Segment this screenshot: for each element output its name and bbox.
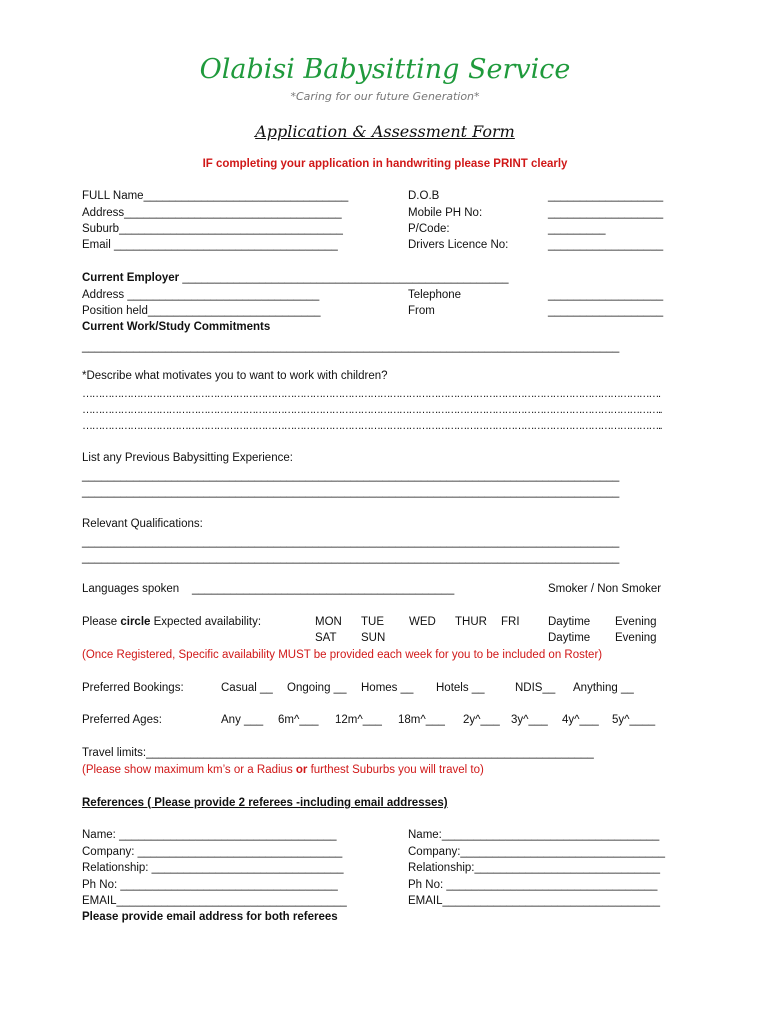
ages-label: Preferred Ages: bbox=[82, 714, 162, 726]
booking-casual[interactable]: Casual __ bbox=[221, 682, 273, 694]
licence-label: Drivers Licence No: bbox=[408, 239, 509, 251]
motivation-line[interactable]: ……………………………………………………………………………………………………………………………………………………………….. bbox=[82, 420, 662, 432]
ref1-phone-field[interactable]: Ph No: __________________________________ bbox=[82, 879, 338, 891]
ref2-name-field[interactable]: Name:__________________________________ bbox=[408, 829, 660, 841]
travel-note bbox=[82, 763, 484, 777]
employer-label: Current Employer bbox=[82, 272, 180, 284]
motivation-question: *Describe what motivates you to want to work with children? bbox=[82, 370, 388, 382]
commitments-label: Current Work/Study Commitments bbox=[82, 321, 271, 333]
ref2-phone-field[interactable]: Ph No: _________________________________ bbox=[408, 879, 658, 891]
bookings-label: Preferred Bookings: bbox=[82, 682, 184, 694]
service-title: Olabisi Babysitting Service bbox=[199, 54, 571, 85]
suburb-field[interactable]: Suburb___________________________________ bbox=[82, 223, 343, 235]
languages-field[interactable]: _________________________________________ bbox=[192, 583, 455, 595]
ref1-company-field[interactable]: Company: ________________________________ bbox=[82, 846, 343, 858]
booking-ndis[interactable]: NDIS__ bbox=[515, 682, 556, 694]
weekday-daytime[interactable]: Daytime bbox=[548, 616, 591, 628]
day-sun[interactable]: SUN bbox=[361, 632, 386, 644]
ref1-email-field[interactable]: EMAIL____________________________________ bbox=[82, 895, 347, 907]
availability-label bbox=[82, 615, 261, 629]
ref1-name-field[interactable]: Name: __________________________________ bbox=[82, 829, 337, 841]
mobile-label: Mobile PH No: bbox=[408, 207, 483, 219]
email-field[interactable]: Email ___________________________________ bbox=[82, 239, 338, 251]
ref2-email-field[interactable]: EMAIL__________________________________ bbox=[408, 895, 660, 907]
availability-suffix: Expected availability: bbox=[150, 616, 262, 628]
age-5y[interactable]: 5y^____ bbox=[612, 714, 656, 726]
commitments-field[interactable]: ____________________________________________________________________________________ bbox=[82, 341, 620, 353]
full-name-field[interactable]: FULL Name________________________________ bbox=[82, 190, 349, 202]
availability-circle-word: circle bbox=[120, 616, 151, 628]
experience-label: List any Previous Babysitting Experience: bbox=[82, 452, 293, 464]
employer-line[interactable]: ___________________________________________________ bbox=[182, 272, 509, 284]
dob-label: D.O.B bbox=[408, 190, 440, 202]
telephone-field[interactable]: __________________ bbox=[548, 289, 664, 301]
references-footer: Please provide email address for both referees bbox=[82, 911, 338, 923]
travel-note-or: or bbox=[295, 764, 308, 776]
employer-address-field[interactable]: Address ______________________________ bbox=[82, 289, 320, 301]
from-label: From bbox=[408, 305, 435, 317]
licence-field[interactable]: __________________ bbox=[548, 239, 664, 251]
day-fri[interactable]: FRI bbox=[501, 616, 520, 628]
qualifications-line[interactable]: ____________________________________________________________________________________ bbox=[82, 536, 620, 548]
print-instruction: IF completing your application in handwriting please PRINT clearly bbox=[202, 158, 568, 170]
mobile-field[interactable]: __________________ bbox=[548, 207, 664, 219]
address-field[interactable]: Address__________________________________ bbox=[82, 207, 342, 219]
smoker-option[interactable]: Smoker / Non Smoker bbox=[548, 583, 662, 595]
dob-field[interactable]: __________________ bbox=[548, 190, 664, 202]
qualifications-label: Relevant Qualifications: bbox=[82, 518, 203, 530]
position-field[interactable]: Position held___________________________ bbox=[82, 305, 321, 317]
age-2y[interactable]: 2y^___ bbox=[463, 714, 500, 726]
booking-homes[interactable]: Homes __ bbox=[361, 682, 414, 694]
postcode-field[interactable]: _________ bbox=[548, 223, 606, 235]
age-12m[interactable]: 12m^___ bbox=[335, 714, 382, 726]
qualifications-line[interactable]: ____________________________________________________________________________________ bbox=[82, 552, 620, 564]
age-4y[interactable]: 4y^___ bbox=[562, 714, 599, 726]
references-heading: References ( Please provide 2 referees -including email addresses) bbox=[82, 797, 448, 809]
travel-note-start: (Please show maximum km’s or a Radius bbox=[82, 764, 296, 776]
booking-anything[interactable]: Anything __ bbox=[573, 682, 634, 694]
ref1-relationship-field[interactable]: Relationship: ______________________________ bbox=[82, 862, 344, 874]
form-title: Application & Assessment Form bbox=[255, 122, 515, 141]
age-6m[interactable]: 6m^___ bbox=[278, 714, 319, 726]
day-sat[interactable]: SAT bbox=[315, 632, 337, 644]
booking-hotels[interactable]: Hotels __ bbox=[436, 682, 485, 694]
day-mon[interactable]: MON bbox=[315, 616, 342, 628]
weekend-daytime[interactable]: Daytime bbox=[548, 632, 591, 644]
motivation-line[interactable]: ………………………………………………………………………………………………………………………………………………………………. bbox=[82, 388, 660, 400]
travel-limits-field[interactable]: Travel limits:______________________________________________________________________ bbox=[82, 747, 594, 759]
ref2-company-field[interactable]: Company:________________________________ bbox=[408, 846, 666, 858]
weekend-evening[interactable]: Evening bbox=[615, 632, 657, 644]
availability-note: (Once Registered, Specific availability MUST be provided each week for you to be included on Roster) bbox=[82, 649, 603, 661]
age-18m[interactable]: 18m^___ bbox=[398, 714, 445, 726]
languages-label: Languages spoken bbox=[82, 583, 180, 595]
booking-ongoing[interactable]: Ongoing __ bbox=[287, 682, 347, 694]
telephone-label: Telephone bbox=[408, 289, 462, 301]
availability-prefix: Please bbox=[82, 616, 121, 628]
ref2-relationship-field[interactable]: Relationship:_____________________________ bbox=[408, 862, 660, 874]
employer-row[interactable] bbox=[82, 271, 509, 285]
tagline: *Caring for our future Generation* bbox=[290, 90, 480, 103]
day-tue[interactable]: TUE bbox=[361, 616, 384, 628]
day-thur[interactable]: THUR bbox=[455, 616, 487, 628]
age-3y[interactable]: 3y^___ bbox=[511, 714, 548, 726]
experience-line[interactable]: ____________________________________________________________________________________ bbox=[82, 486, 620, 498]
age-any[interactable]: Any ___ bbox=[221, 714, 264, 726]
from-field[interactable]: __________________ bbox=[548, 305, 664, 317]
experience-line[interactable]: ____________________________________________________________________________________ bbox=[82, 470, 620, 482]
motivation-line[interactable]: ……………………………………………………………………………………………………………………………………………………………….. bbox=[82, 404, 662, 416]
travel-note-end: furthest Suburbs you will travel to) bbox=[307, 764, 484, 776]
weekday-evening[interactable]: Evening bbox=[615, 616, 657, 628]
postcode-label: P/Code: bbox=[408, 223, 450, 235]
day-wed[interactable]: WED bbox=[409, 616, 436, 628]
